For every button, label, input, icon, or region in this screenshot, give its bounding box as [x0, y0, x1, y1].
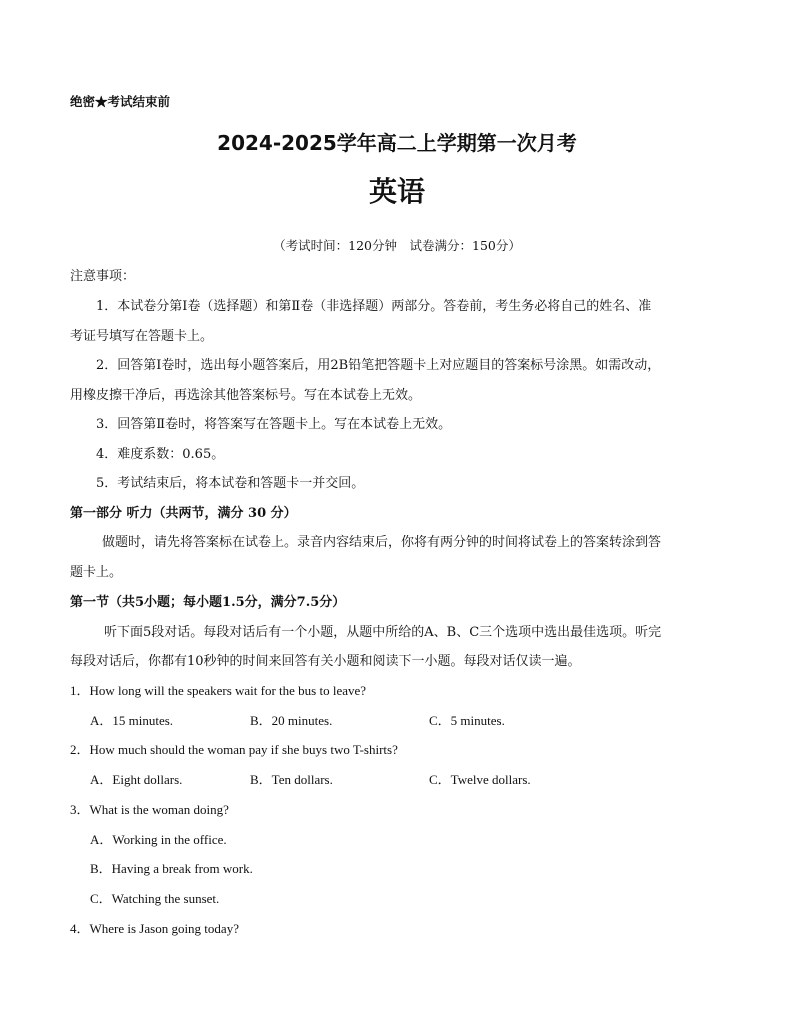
question-2-option-b: B．Ten dollars. [250, 772, 333, 787]
question-1-option-c: C．5 minutes. [429, 713, 505, 728]
note-5: 5．考试结束后，将本试卷和答题卡一并交回。 [96, 476, 365, 491]
section1-heading: 第一节（共5小题；每小题1.5分，满分7.5分） [70, 595, 346, 610]
note-1-line-2: 考证号填写在答题卡上。 [70, 329, 214, 344]
part1-heading: 第一部分 听力（共两节，满分 30 分） [70, 506, 297, 521]
question-4-stem: 4．Where is Jason going today? [70, 921, 239, 936]
note-3: 3．回答第Ⅱ卷时，将答案写在答题卡上。写在本试卷上无效。 [96, 417, 452, 432]
question-1-option-a: A．15 minutes. [90, 713, 174, 728]
notes-heading: 注意事项： [70, 269, 136, 284]
question-2-stem: 2．How much should the woman pay if she buys two T-shirts? [70, 742, 398, 757]
question-1-option-b: B．20 minutes. [250, 713, 333, 728]
section1-instruction-line-2: 每段对话后，你都有10秒钟的时间来回答有关小题和阅读下一小题。每段对话仅读一遍。 [70, 654, 581, 669]
note-2-line-1: 2．回答第Ⅰ卷时，选出每小题答案后，用2B铅笔把答题卡上对应题目的答案标号涂黑。如需改动， [96, 358, 661, 373]
section1-instruction-line-1: 听下面5段对话。每段对话后有一个小题，从题中所给的A、B、C三个选项中选出最佳选项。听完 [104, 625, 662, 640]
exam-title: 2024-2025学年高二上学期第一次月考 [217, 131, 577, 155]
question-3-stem: 3．What is the woman doing? [70, 802, 229, 817]
question-3-option-c: C．Watching the sunset. [90, 891, 220, 906]
confidential-label: 绝密★考试结束前 [70, 94, 171, 109]
note-1-line-1: 1．本试卷分第Ⅰ卷（选择题）和第Ⅱ卷（非选择题）两部分。答卷前，考生务必将自己的姓名、准 [96, 299, 652, 314]
note-2-line-2: 用橡皮擦干净后，再选涂其他答案标号。写在本试卷上无效。 [70, 388, 422, 403]
question-1-stem: 1．How long will the speakers wait for the bus to leave? [70, 683, 367, 698]
question-3-option-a: A．Working in the office. [90, 832, 227, 847]
part1-instruction-line-2: 题卡上。 [70, 565, 123, 580]
question-2-option-a: A．Eight dollars. [90, 772, 183, 787]
question-3-option-b: B．Having a break from work. [90, 861, 253, 876]
subject-title: 英语 [368, 175, 425, 208]
question-2-option-c: C．Twelve dollars. [429, 772, 531, 787]
note-4: 4．难度系数：0.65。 [96, 447, 225, 462]
part1-instruction-line-1: 做题时，请先将答案标在试卷上。录音内容结束后，你将有两分钟的时间将试卷上的答案转涂到答 [102, 535, 662, 550]
exam-info: （考试时间：120分钟 试卷满分：150分） [273, 238, 521, 253]
